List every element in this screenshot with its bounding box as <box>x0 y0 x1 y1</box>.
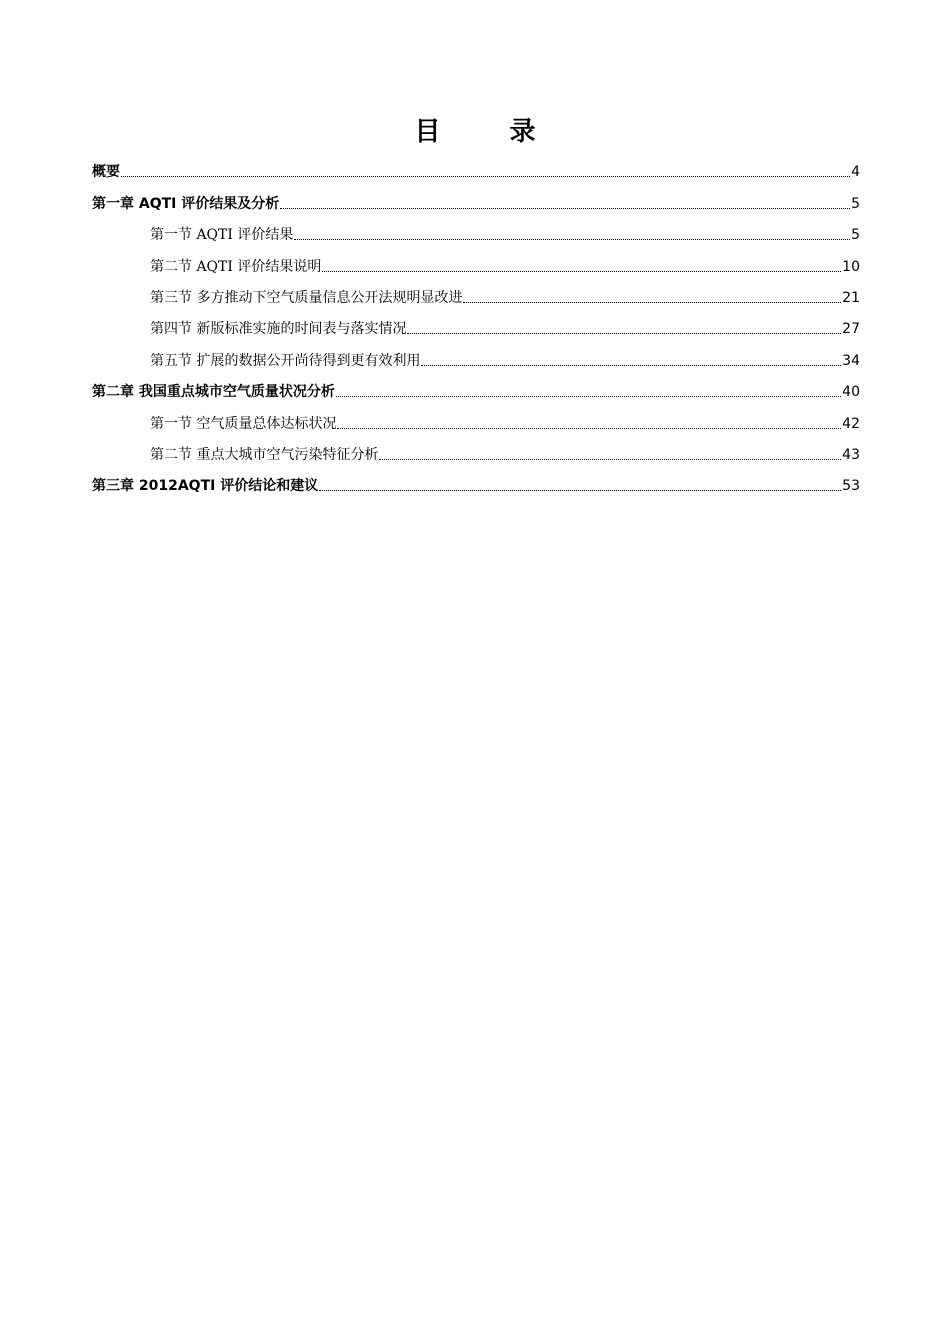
toc-entry-summary[interactable] <box>92 150 860 181</box>
toc-entry-page: 5 <box>851 227 860 244</box>
toc-dot-leader <box>421 365 841 366</box>
toc-entry-label: 第二节 重点大城市空气污染特征分析 <box>150 446 379 463</box>
toc-entry-chapter-3[interactable] <box>92 464 860 495</box>
toc-dot-leader <box>379 459 841 460</box>
toc-entry-label: 第四节 新版标准实施的时间表与落实情况 <box>150 321 407 338</box>
toc-entry-page: 4 <box>851 164 860 181</box>
toc-dot-leader <box>294 239 850 240</box>
toc-entry-page: 53 <box>842 478 860 495</box>
toc-entry-page: 40 <box>842 384 860 401</box>
toc-entry-chapter-1-section-3[interactable] <box>92 276 860 307</box>
toc-entry-chapter-1-section-1[interactable] <box>92 213 860 244</box>
toc-dot-leader <box>336 396 841 397</box>
toc-entry-chapter-2-section-1[interactable] <box>92 401 860 432</box>
toc-entry-page: 21 <box>842 289 860 306</box>
toc-entry-label: 第一节 AQTI 评价结果 <box>150 227 294 244</box>
toc-entry-page: 42 <box>842 415 860 432</box>
toc-entry-label: 第一章 AQTI 评价结果及分析 <box>92 195 280 212</box>
toc-entry-chapter-1[interactable] <box>92 181 860 212</box>
toc-list <box>92 150 860 495</box>
toc-dot-leader <box>322 271 841 272</box>
toc-dot-leader <box>121 176 850 177</box>
toc-entry-page: 10 <box>842 258 860 275</box>
toc-entry-chapter-2[interactable] <box>92 370 860 401</box>
toc-entry-page: 34 <box>842 352 860 369</box>
toc-entry-label: 概要 <box>92 164 120 181</box>
toc-dot-leader <box>337 428 841 429</box>
toc-entry-label: 第二节 AQTI 评价结果说明 <box>150 258 322 275</box>
toc-entry-chapter-2-section-2[interactable] <box>92 433 860 464</box>
toc-dot-leader <box>463 302 841 303</box>
toc-dot-leader <box>319 490 841 491</box>
toc-dot-leader <box>407 333 841 334</box>
toc-entry-chapter-1-section-4[interactable] <box>92 307 860 338</box>
toc-entry-page: 43 <box>842 446 860 463</box>
toc-dot-leader <box>280 208 850 209</box>
toc-entry-label: 第三章 2012AQTI 评价结论和建议 <box>92 478 319 495</box>
toc-entry-chapter-1-section-2[interactable] <box>92 244 860 275</box>
toc-title: 目 录 <box>414 117 566 147</box>
toc-entry-page: 5 <box>851 195 860 212</box>
toc-entry-label: 第一节 空气质量总体达标状况 <box>150 415 337 432</box>
toc-entry-chapter-1-section-5[interactable] <box>92 338 860 369</box>
toc-entry-label: 第二章 我国重点城市空气质量状况分析 <box>92 384 335 401</box>
toc-entry-page: 27 <box>842 321 860 338</box>
toc-entry-label: 第五节 扩展的数据公开尚待得到更有效利用 <box>150 352 421 369</box>
toc-entry-label: 第三节 多方推动下空气质量信息公开法规明显改进 <box>150 289 463 306</box>
